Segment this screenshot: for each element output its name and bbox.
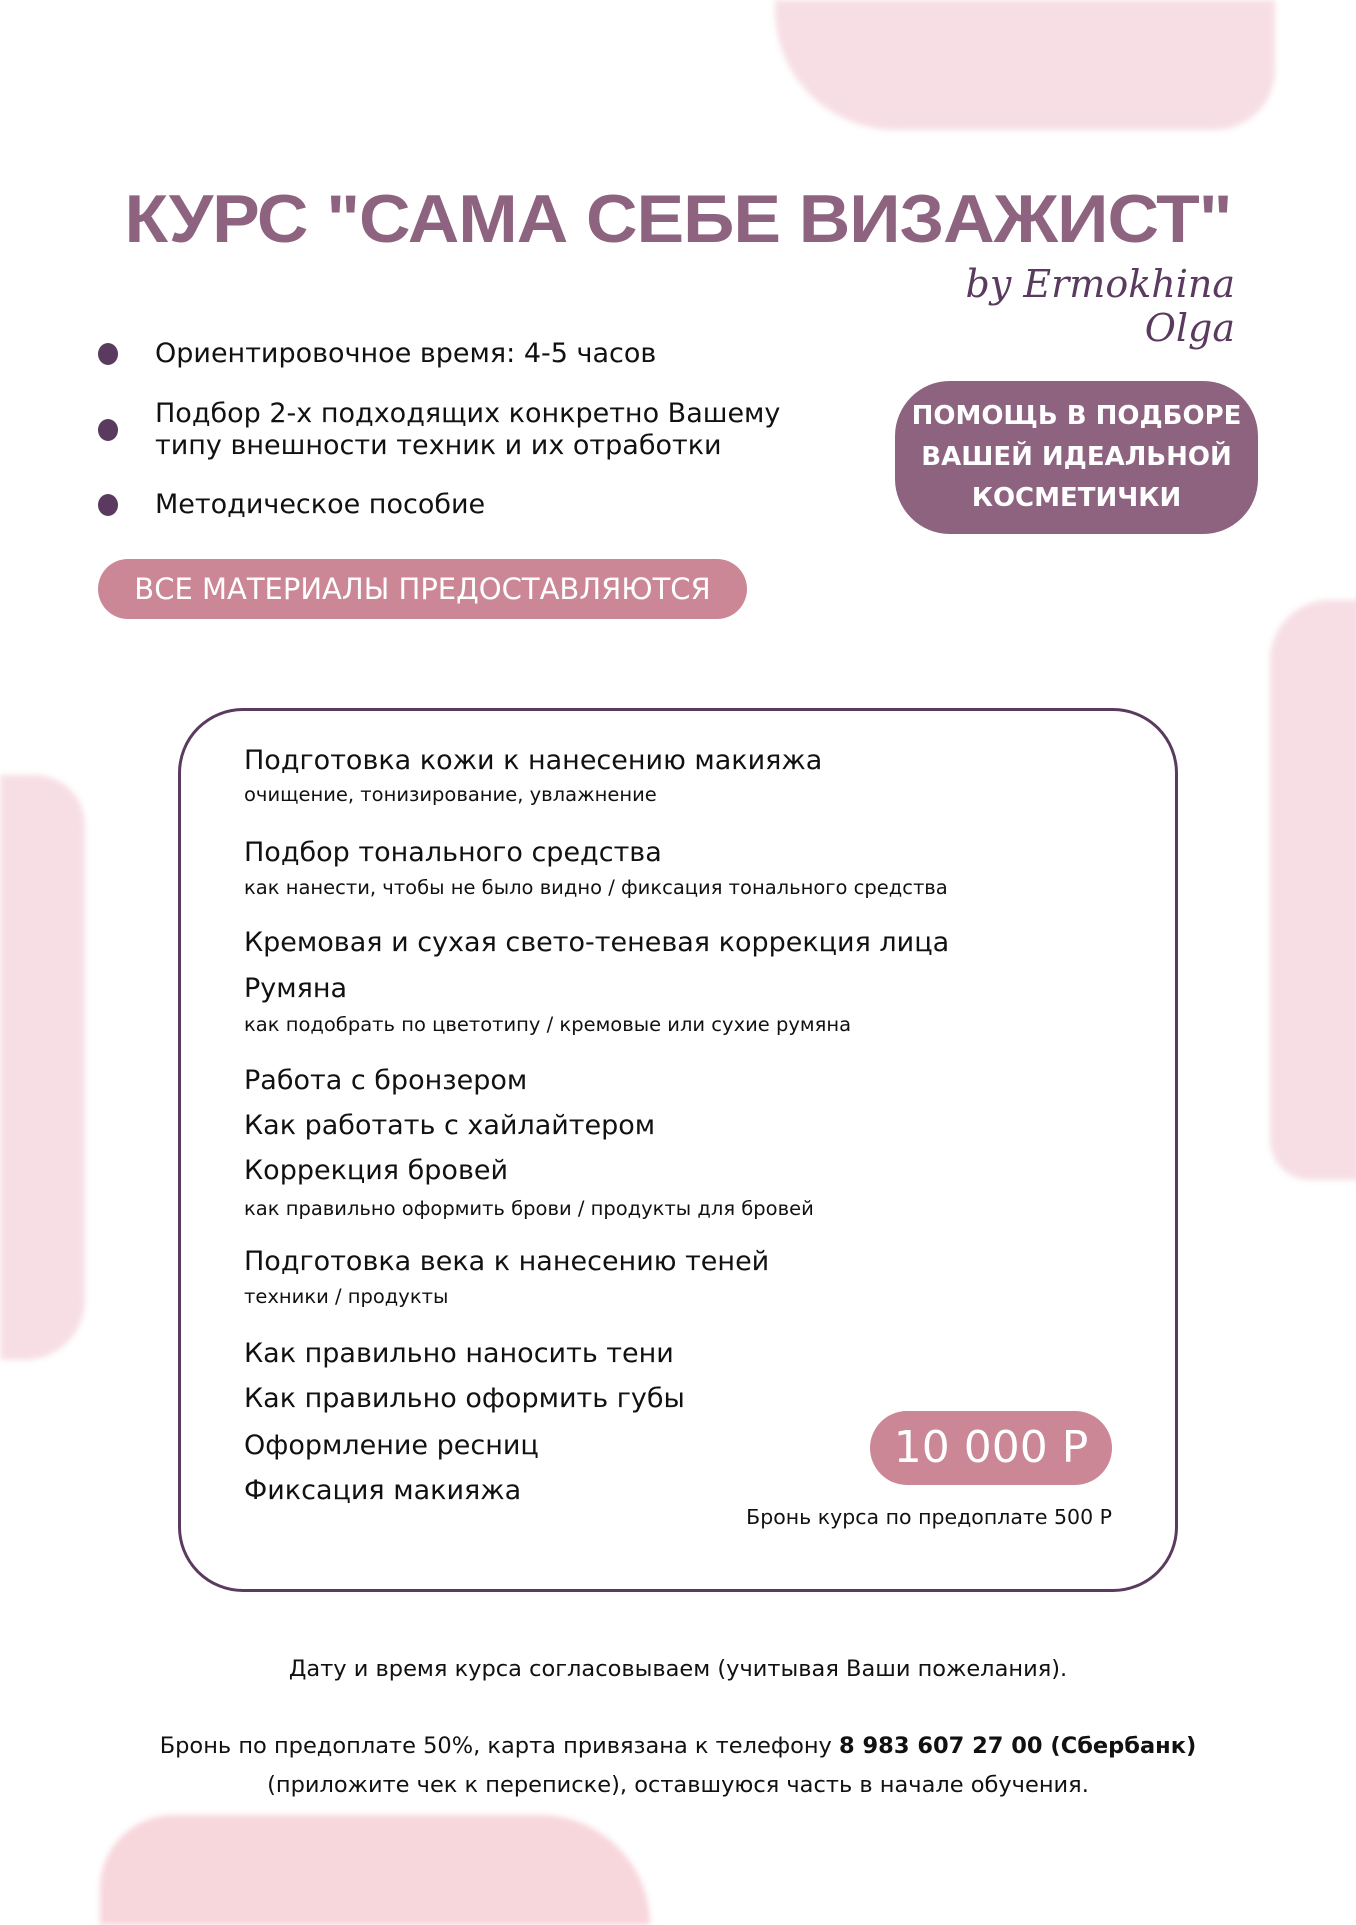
bullet-item: Подбор 2-х подходящих конкретно Вашему типу внешности техник и их отработки (155, 398, 780, 462)
program-item-sub: как правильно оформить брови / продукты для бровей (244, 1197, 814, 1220)
bullet-dot-icon (98, 419, 118, 441)
program-item-sub: как подобрать по цветотипу / кремовые или сухие румяна (244, 1013, 852, 1036)
page-title: КУРС "САМА СЕБЕ ВИЗАЖИСТ" (124, 181, 1232, 257)
program-item: Как работать с хайлайтером (244, 1110, 656, 1141)
payment-phone: 8 983 607 27 00 (Сбербанк) (839, 1733, 1197, 1759)
footer-payment-note-2: (приложите чек к переписке), оставшуюся часть в начале обучения. (267, 1772, 1089, 1798)
footer-payment-note: Бронь по предоплате 50%, карта привязана к телефону 8 983 607 27 00 (Сбербанк) (159, 1733, 1197, 1759)
program-item-sub: как нанести, чтобы не было видно / фиксация тонального средства (244, 876, 948, 899)
brush-stroke-bottom (100, 1815, 650, 1925)
price-badge: 10 000 Р (870, 1411, 1112, 1485)
program-item: Подбор тонального средства (244, 837, 662, 868)
bullet-dot-icon (98, 494, 118, 516)
bullet-item: Ориентировочное время: 4-5 часов (155, 338, 656, 370)
program-item: Фиксация макияжа (244, 1475, 522, 1506)
program-item-sub: очищение, тонизирование, увлажнение (244, 783, 657, 806)
program-item: Оформление ресниц (244, 1430, 539, 1461)
program-item: Румяна (244, 973, 348, 1004)
program-item: Подготовка кожи к нанесению макияжа (244, 745, 823, 776)
brush-stroke-top (775, 0, 1275, 130)
program-item: Кремовая и сухая свето-теневая коррекция лица (244, 927, 950, 958)
program-item-sub: техники / продукты (244, 1285, 449, 1308)
materials-badge: ВСЕ МАТЕРИАЛЫ ПРЕДОСТАВЛЯЮТСЯ (98, 559, 747, 619)
program-item: Как правильно наносить тени (244, 1338, 674, 1369)
brush-stroke-right (1270, 600, 1356, 1180)
bullet-dot-icon (98, 343, 118, 365)
cosmetics-help-badge: ПОМОЩЬ В ПОДБОРЕ ВАШЕЙ ИДЕАЛЬНОЙ КОСМЕТИЧКИ (895, 381, 1258, 534)
author-signature: by Ermokhina Olga (965, 262, 1235, 350)
program-item: Подготовка века к нанесению теней (244, 1246, 770, 1277)
bullet-item: Методическое пособие (155, 489, 485, 521)
program-item: Коррекция бровей (244, 1155, 509, 1186)
footer-schedule-note: Дату и время курса согласовываем (учитывая Ваши пожелания). (288, 1656, 1068, 1682)
program-item: Работа с бронзером (244, 1065, 528, 1096)
program-item: Как правильно оформить губы (244, 1383, 685, 1414)
reserve-note: Бронь курса по предоплате 500 Р (746, 1505, 1112, 1529)
brush-stroke-left (0, 775, 85, 1360)
